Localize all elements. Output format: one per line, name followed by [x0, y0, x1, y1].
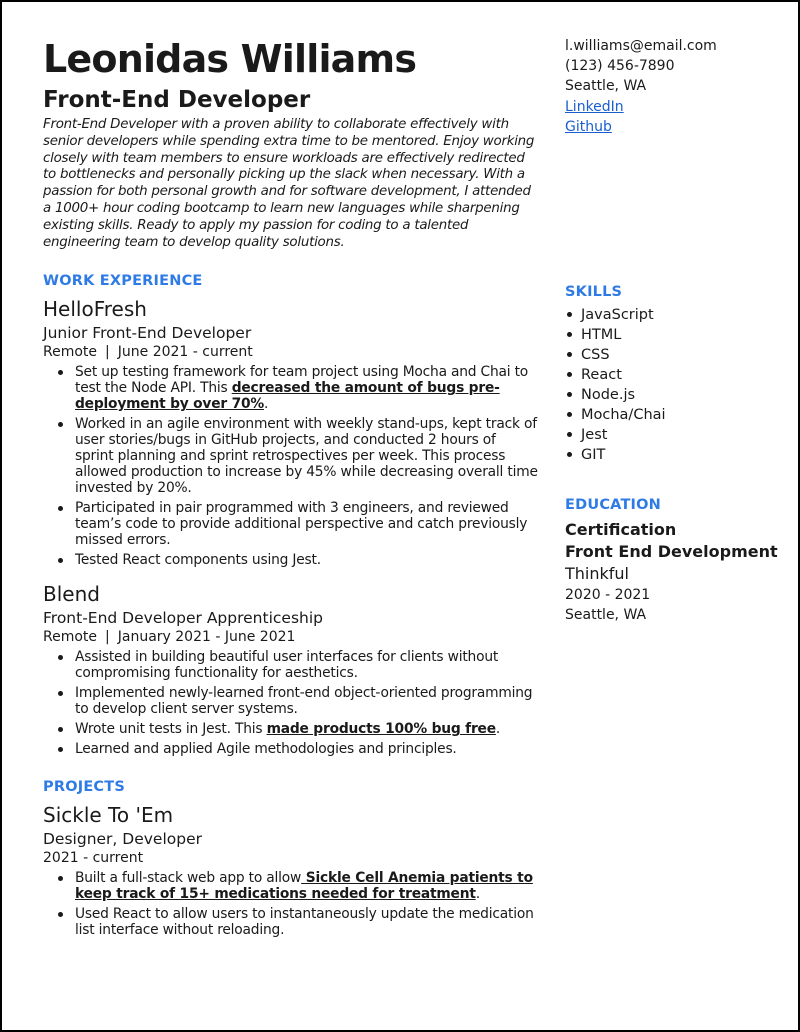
project-bullets [43, 870, 538, 938]
education-section [565, 497, 780, 625]
bullet-highlight: made products 100% bug free [266, 721, 496, 738]
bullet-highlight: decreased the amount of bugs pre-deployment by over 70% [75, 380, 500, 413]
bullet-text: Used React to allow users to instantaneously update the medication list interface without reloading. [75, 906, 534, 939]
github-link[interactable]: Github [565, 118, 612, 135]
skill-item: JavaScript [581, 305, 780, 325]
job-position: Front-End Developer Apprenticeship [43, 609, 323, 628]
sidebar-column [565, 36, 780, 623]
project-role: Designer, Developer [43, 830, 202, 849]
skills-list [565, 305, 780, 465]
summary: Front-End Developer with a proven ability to collaborate effectively with senior developers while spending extra time to be mentored. Enjoy working closely with team members to ensure workloads are effectively redirected to bottlenecks and personally picking up the slack when necessary. With a passion for both personal growth and for software development, I attended a 1000+ hour coding bootcamp to learn new languages while sharpening existing skills. Ready to apply my passion for coding to a talented engineering team to develop quality solutions. [43, 117, 535, 250]
candidate-name: Leonidas Williams [43, 37, 417, 81]
bullet-text-end: . [475, 886, 480, 903]
resume-page [2, 2, 798, 1030]
bullet-highlight: Sickle Cell Anemia patients to keep track of 15+ medications needed for treatment [75, 870, 533, 903]
job-entry [43, 582, 538, 757]
list-item [75, 721, 538, 737]
list-item [75, 649, 538, 681]
project-dates: 2021 - current [43, 850, 144, 867]
job-position: Junior Front-End Developer [43, 324, 252, 343]
main-column [43, 36, 538, 942]
job-dates: January 2021 - June 2021 [117, 629, 296, 646]
work-experience-title: WORK EXPERIENCE [43, 273, 203, 290]
job-meta [43, 343, 538, 362]
job-bullets [43, 649, 538, 757]
job-meta-separator: | [105, 344, 110, 361]
job-location: Remote [43, 344, 98, 361]
job-bullets [43, 364, 538, 568]
bullet-text-end: . [264, 396, 269, 413]
skill-item: Jest [581, 425, 780, 445]
bullet-text: Wrote unit tests in Jest. This [75, 721, 267, 738]
job-entry [43, 297, 538, 568]
education-program: Front End Development [565, 542, 778, 561]
list-item [75, 416, 538, 496]
bullet-text: Built a full-stack web app to allow [75, 870, 302, 887]
contact-location: Seattle, WA [565, 78, 647, 95]
contact-phone: (123) 456-7890 [565, 58, 675, 75]
job-meta-separator: | [105, 629, 110, 646]
job-company: Blend [43, 582, 100, 607]
work-experience-section [43, 273, 538, 757]
contact-email: l.williams@email.com [565, 38, 717, 54]
list-item [75, 552, 538, 568]
job-location: Remote [43, 629, 98, 646]
job-company: HelloFresh [43, 297, 147, 322]
bullet-text: Implemented newly-learned front-end object-oriented programming to develop client server systems. [75, 685, 533, 718]
list-item [75, 906, 538, 938]
bullet-text: Tested React components using Jest. [75, 552, 321, 569]
bullet-text-end: . [495, 721, 501, 738]
list-item [75, 741, 538, 757]
project-name: Sickle To 'Em [43, 803, 174, 828]
skill-item: GIT [581, 445, 780, 465]
project-entry [43, 803, 538, 938]
bullet-text: Worked in an agile environment with weekly stand-ups, kept track of user stories/bugs in GitHub projects, and conducted 2 hours of sprint planning and sprint retrospectives per week. This process allowed production to increase by 45% while decreasing overall time invested by 20%. [75, 416, 538, 497]
skills-section [565, 284, 780, 465]
skills-title: SKILLS [565, 284, 623, 300]
list-item [75, 500, 538, 548]
skill-item: Node.js [581, 385, 780, 405]
contact-block [565, 36, 780, 137]
education-location: Seattle, WA [565, 607, 647, 623]
education-certification: Certification [565, 520, 677, 539]
bullet-text: Assisted in building beautiful user interfaces for clients without compromising functionality for aesthetics. [75, 649, 499, 682]
candidate-role: Front-End Developer [43, 87, 311, 113]
skill-item: React [581, 365, 780, 385]
bullet-text: Learned and applied Agile methodologies and principles. [75, 741, 457, 758]
education-title: EDUCATION [565, 497, 662, 513]
list-item [75, 364, 538, 412]
projects-title: PROJECTS [43, 779, 125, 796]
linkedin-link[interactable]: LinkedIn [565, 98, 624, 115]
projects-section [43, 779, 538, 938]
job-meta [43, 628, 538, 647]
skill-item: CSS [581, 345, 780, 365]
list-item [75, 870, 538, 902]
education-dates: 2020 - 2021 [565, 587, 651, 603]
skill-item: Mocha/Chai [581, 405, 780, 425]
job-dates: June 2021 - current [117, 344, 253, 361]
education-school: Thinkful [565, 564, 629, 583]
bullet-text: Participated in pair programmed with 3 engineers, and reviewed team’s code to provide additional perspective and catch previously missed errors. [75, 500, 528, 549]
skill-item: HTML [581, 325, 780, 345]
list-item [75, 685, 538, 717]
bullet-text: Set up testing framework for team project using Mocha and Chai to test the Node API. This [75, 364, 529, 397]
